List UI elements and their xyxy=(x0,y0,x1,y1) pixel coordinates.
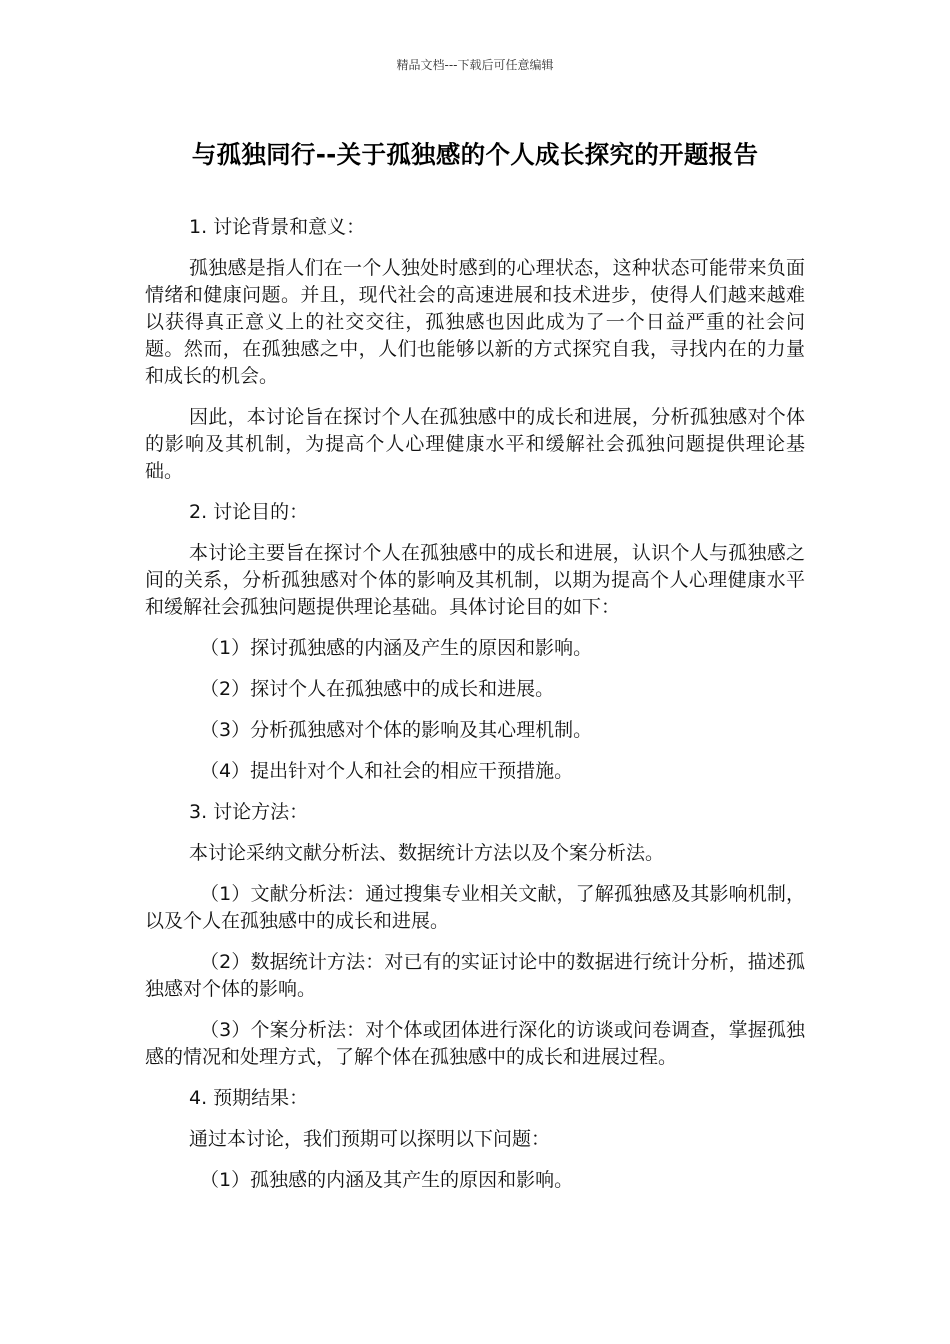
section-heading: 3. 讨论方法： xyxy=(189,801,309,823)
list-item: （1）文献分析法：通过搜集专业相关文献，了解孤独感及其影响机制，以及个人在孤独感中的成长和进展。 xyxy=(145,883,805,932)
list-item: （2）探讨个人在孤独感中的成长和进展。 xyxy=(200,678,555,700)
body-paragraph: 孤独感是指人们在一个人独处时感到的心理状态，这种状态可能带来负面情绪和健康问题。并且，现代社会的高速进展和技术进步，使得人们越来越难以获得真正意义上的社交交往，孤独感也因此成为了一个日益严重的社会问题。然而，在孤独感之中，人们也能够以新的方式探究自我，寻找内在的力量和成长的机会。 xyxy=(145,257,805,387)
list-item: （2）数据统计方法：对已有的实证讨论中的数据进行统计分析，描述孤独感对个体的影响。 xyxy=(145,951,805,1000)
list-item: （1）孤独感的内涵及其产生的原因和影响。 xyxy=(200,1169,574,1191)
section-heading: 4. 预期结果： xyxy=(189,1087,309,1109)
list-item: （4）提出针对个人和社会的相应干预措施。 xyxy=(200,760,574,782)
body-paragraph: 因此，本讨论旨在探讨个人在孤独感中的成长和进展，分析孤独感对个体的影响及其机制，为提高个人心理健康水平和缓解社会孤独问题提供理论基础。 xyxy=(145,406,805,482)
list-item: （3）分析孤独感对个体的影响及其心理机制。 xyxy=(200,719,593,741)
list-item: （1）探讨孤独感的内涵及产生的原因和影响。 xyxy=(200,637,593,659)
document-body xyxy=(145,214,805,1208)
section-heading: 2. 讨论目的： xyxy=(189,501,309,523)
document-title: 与孤独同行--关于孤独感的个人成长探究的开题报告 xyxy=(191,140,759,169)
page-header: 精品文档---下载后可任意编辑 xyxy=(396,58,554,72)
list-item: （3）个案分析法：对个体或团体进行深化的访谈或问卷调查，掌握孤独感的情况和处理方式，了解个体在孤独感中的成长和进展过程。 xyxy=(145,1019,805,1068)
body-paragraph: 通过本讨论，我们预期可以探明以下问题： xyxy=(189,1128,551,1150)
body-paragraph: 本讨论采纳文献分析法、数据统计方法以及个案分析法。 xyxy=(189,842,665,864)
section-heading: 1. 讨论背景和意义： xyxy=(189,216,366,238)
body-paragraph: 本讨论主要旨在探讨个人在孤独感中的成长和进展，认识个人与孤独感之间的关系，分析孤独感对个体的影响及其机制，以期为提高个人心理健康水平和缓解社会孤独问题提供理论基础。具体讨论目的如下： xyxy=(145,542,805,618)
